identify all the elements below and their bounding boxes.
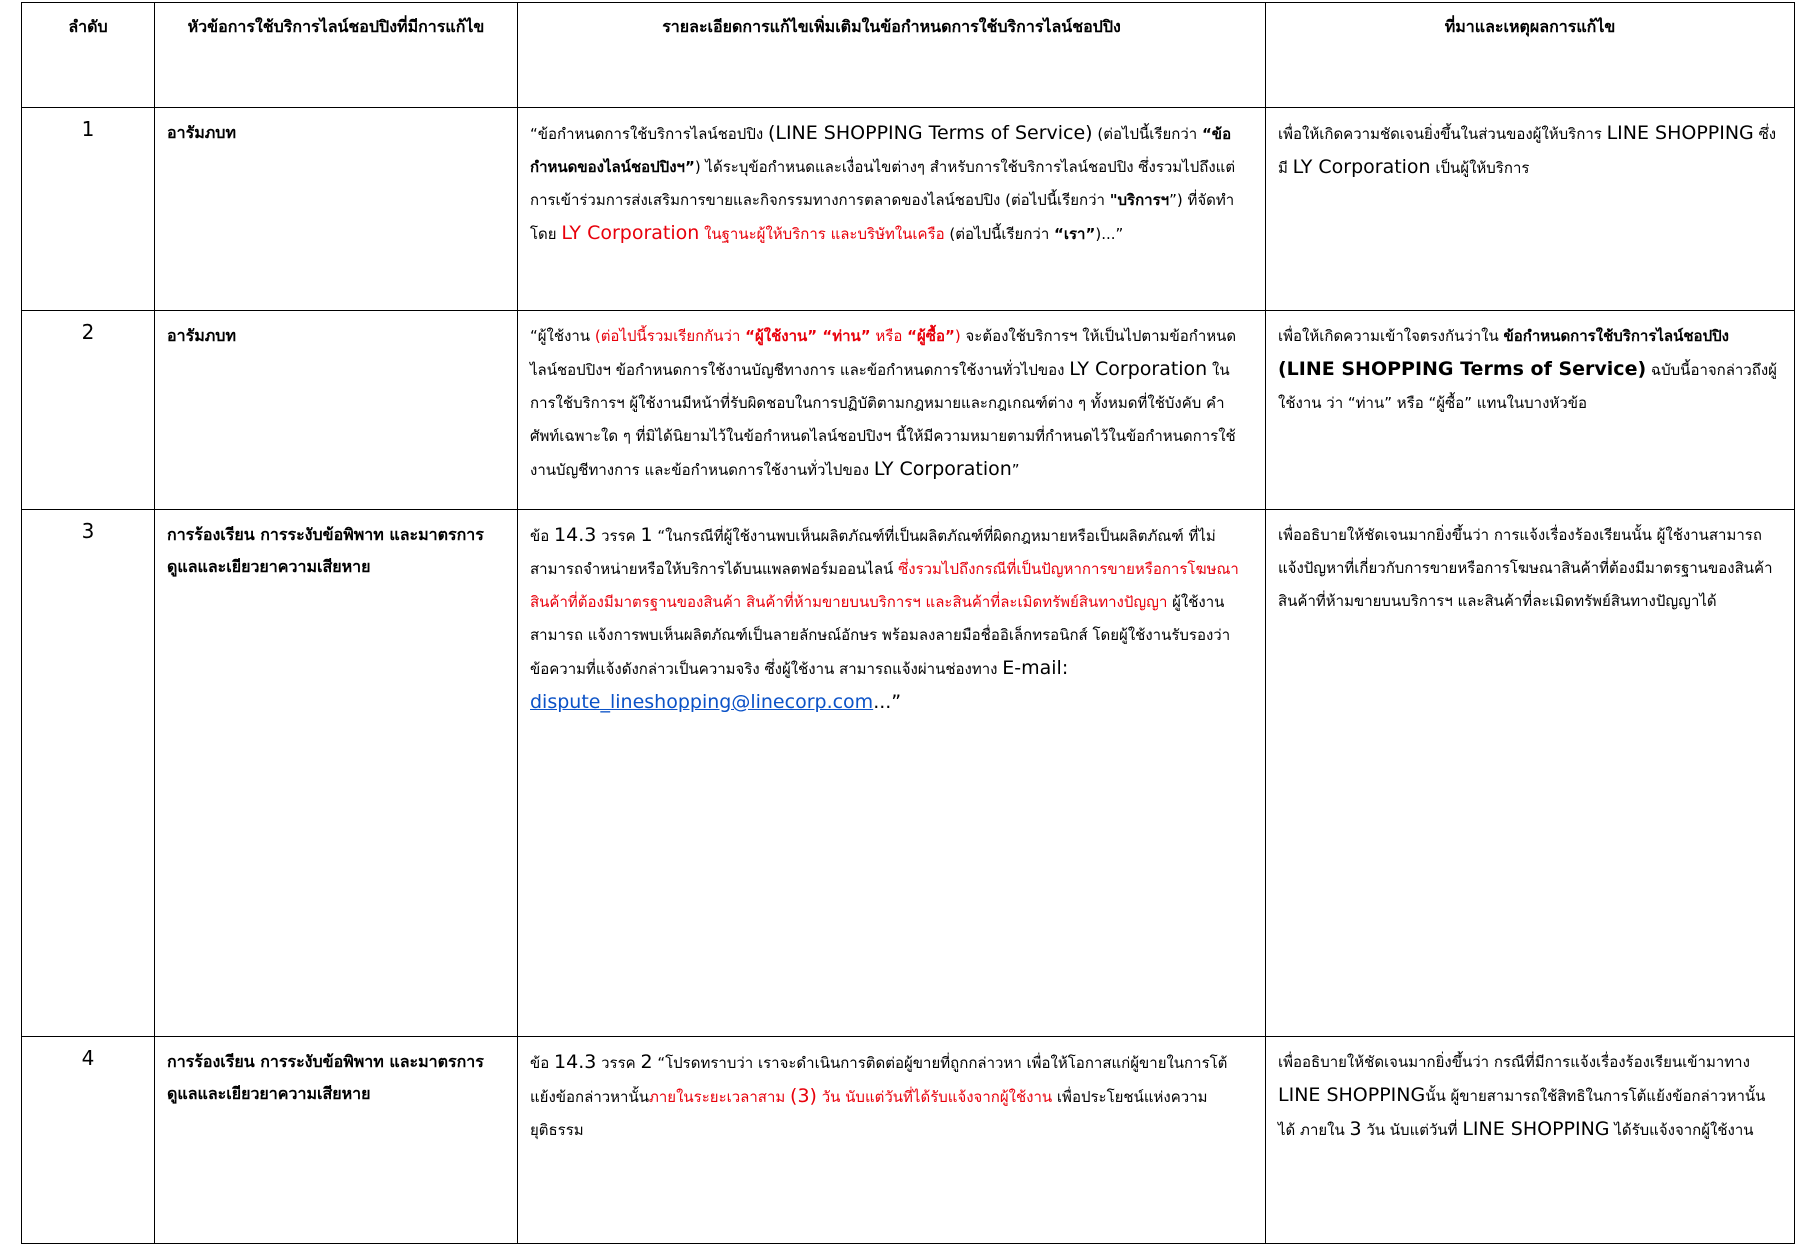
text-segment: นั้น ผู้ขายสามารถใช้สิทธิในการโต้แย้งข้อกล่าวหานั้นได้ ภายใน (1278, 1087, 1766, 1139)
text-segment: 14.3 (554, 524, 597, 546)
header-no: ลำดับ (22, 3, 155, 108)
text-segment: “โปรดทราบว่า เราจะดำเนินการติดต่อผู้ขายที่ถูกกล่าวหา เพื่อให้โอกาสแก่ผู้ขายในการโต้แย้งข้อกล่าวหานั้น (530, 1054, 1228, 1106)
row-reason (1266, 1037, 1795, 1244)
text-segment: 2 (640, 1051, 653, 1073)
table-row (22, 108, 1795, 311)
text-segment: ...” (873, 691, 902, 713)
row-detail (518, 510, 1266, 1037)
table-header-row (22, 3, 1795, 108)
text-segment: ในฐานะผู้ให้บริการ และบริษัทในเครือ (699, 225, 945, 243)
text-segment: “ข้อกำหนดของไลน์ชอปปิงฯ” (530, 125, 1232, 176)
text-segment: (LINE SHOPPING Terms of Service) (1278, 358, 1647, 380)
text-segment: LY Corporation (1069, 358, 1208, 380)
text-segment: LY Corporation (873, 458, 1012, 480)
text-segment: หรือ (870, 327, 908, 345)
row-topic: อารัมภบท (155, 311, 518, 510)
amendment-document (21, 2, 1794, 1244)
text-segment: ข้อ (530, 1054, 555, 1072)
text-segment: (LINE SHOPPING Terms of Service) (767, 122, 1093, 144)
text-segment: เพื่อประโยชน์แห่งความยุติธรรม (530, 1088, 1208, 1139)
text-segment: “ข้อกำหนดการใช้บริการไลน์ชอปปิง (530, 125, 768, 143)
text-segment: เป็นผู้ให้บริการ (1430, 159, 1530, 177)
header-reason: ที่มาและเหตุผลการแก้ไข (1266, 3, 1795, 108)
text-segment: ในการใช้บริการฯ ผู้ใช้งานมีหน้าที่รับผิดชอบในการปฏิบัติตามกฎหมายและกฎเกณฑ์ต่าง ๆ ทั้งหมดที่ใช้บังคับ คำศัพท์เฉพาะใด ๆ ที่มิได้นิยามไว้ในข้อกำหนดไลน์ชอปปิงฯ นี้ให้มีความหมายตามที่กำหนดไว้ในข้อกำหนดการใช้งานบัญชีทางการ และข้อกำหนดการใช้งานทั่วไปของ (530, 361, 1236, 479)
row-detail (518, 1037, 1266, 1244)
text-segment: ) (954, 327, 961, 345)
row-reason (1266, 108, 1795, 311)
text-segment: ข้อกำหนดการใช้บริการไลน์ชอปปิง (1503, 327, 1729, 345)
row-reason (1266, 510, 1795, 1037)
text-segment: (3) (790, 1085, 817, 1107)
email-link[interactable]: dispute_lineshopping@linecorp.com (530, 691, 874, 713)
text-segment: วรรค (596, 527, 641, 545)
text-segment: ซึ่งรวมไปถึงกรณีที่เป็นปัญหาการขายหรือการโฆษณาสินค้าที่ต้องมีมาตรฐานของสินค้า สินค้าที่ห้ามขายบนบริการฯ และสินค้าที่ละเมิดทรัพย์สินทางปัญญา (530, 560, 1239, 611)
text-segment: (ต่อไปนี้เรียกว่า (1092, 125, 1202, 143)
text-segment: ” (1011, 461, 1020, 479)
text-segment: 3 (1349, 1118, 1362, 1140)
text-segment: E-mail: (1002, 657, 1069, 679)
row-number: 1 (22, 108, 155, 311)
text-segment: LY Corporation (1292, 156, 1431, 178)
text-segment: LINE SHOPPING (1278, 1084, 1426, 1106)
text-segment: ภายในระยะเวลาสาม (648, 1088, 791, 1106)
row-reason (1266, 311, 1795, 510)
text-segment: วัน นับแต่วันที่ได้รับแจ้งจากผู้ใช้งาน (816, 1088, 1053, 1106)
text-segment: วรรค (596, 1054, 641, 1072)
text-segment: “ผู้ใช้งาน (530, 327, 595, 345)
text-segment: ) ได้ระบุข้อกำหนดและเงื่อนไขต่างๆ สำหรับการใช้บริการไลน์ชอปปิง ซึ่งรวมไปถึงแต่การเข้าร่วมการส่งเสริมการขายและกิจกรรมทางการตลาดของไลน์ชอปปิง (ต่อไปนี้เรียกว่า (530, 158, 1236, 209)
text-segment: ฉบับนี้อาจกล่าวถึงผู้ใช้งาน ว่า “ท่าน” หรือ “ผู้ซื้อ” แทนในบางหัวข้อ (1278, 361, 1777, 412)
text-segment: เพื่ออธิบายให้ชัดเจนมากยิ่งขึ้นว่า กรณีที่มีการแจ้งเรื่องร้องเรียนเข้ามาทาง (1278, 1053, 1750, 1071)
text-segment: จะต้องใช้บริการฯ ให้เป็นไปตามข้อกำหนดไลน์ชอปปิงฯ ข้อกำหนดการใช้งานบัญชีทางการ และข้อกำหนดการใช้งานทั่วไปของ (530, 327, 1237, 379)
text-segment: LY Corporation (561, 222, 700, 244)
table-row (22, 510, 1795, 1037)
text-segment: “เรา” (1054, 225, 1096, 243)
row-detail (518, 311, 1266, 510)
text-segment: เพื่อให้เกิดความเข้าใจตรงกันว่าใน (1278, 327, 1504, 345)
row-topic: การร้องเรียน การระงับข้อพิพาท และมาตรการดูแลและเยียวยาความเสียหาย (155, 510, 518, 1037)
header-topic: หัวข้อการใช้บริการไลน์ชอปปิงที่มีการแก้ไข (155, 3, 518, 108)
text-segment: “ผู้ซื้อ” (907, 327, 955, 345)
text-segment: ข้อ (530, 527, 555, 545)
amendment-table (21, 2, 1795, 1244)
row-topic: อารัมภบท (155, 108, 518, 311)
row-number: 3 (22, 510, 155, 1037)
row-number: 2 (22, 311, 155, 510)
text-segment: LINE SHOPPING (1462, 1118, 1610, 1140)
header-detail: รายละเอียดการแก้ไขเพิ่มเติมในข้อกำหนดการใช้บริการไลน์ชอปปิง (518, 3, 1266, 108)
table-row (22, 311, 1795, 510)
text-segment: 1 (640, 524, 653, 546)
table-row (22, 1037, 1795, 1244)
text-segment: "บริการฯ (1109, 191, 1170, 209)
text-segment: “ผู้ใช้งาน” “ท่าน” (745, 327, 871, 345)
text-segment: เพื่อให้เกิดความชัดเจนยิ่งขึ้นในส่วนของผู้ให้บริการ (1278, 125, 1607, 143)
row-detail (518, 108, 1266, 311)
text-segment: (ต่อไปนี้เรียกว่า (944, 225, 1055, 243)
text-segment: ได้รับแจ้งจากผู้ใช้งาน (1609, 1121, 1754, 1139)
text-segment: 14.3 (554, 1051, 597, 1073)
text-segment: ซึ่งมี (1278, 125, 1777, 177)
text-segment: ผู้ใช้งานสามารถ แจ้งการพบเห็นผลิตภัณฑ์เป็นลายลักษณ์อักษร พร้อมลงลายมือชื่ออิเล็กทรอนิกส์ โดยผู้ใช้งานรับรองว่าข้อความที่แจ้งดังกล่าวเป็นความจริง ซึ่งผู้ใช้งาน สามารถแจ้งผ่านช่องทาง (530, 593, 1231, 678)
row-number: 4 (22, 1037, 155, 1244)
text-segment: วัน นับแต่วันที่ (1361, 1121, 1463, 1139)
text-segment: (ต่อไปนี้รวมเรียกกันว่า (594, 327, 746, 345)
text-segment: เพื่ออธิบายให้ชัดเจนมากยิ่งขึ้นว่า การแจ้งเรื่องร้องเรียนนั้น ผู้ใช้งานสามารถแจ้งปัญหาที่เกี่ยวกับการขายหรือการโฆษณาสินค้าที่ต้องมีมาตรฐานของสินค้า สินค้าที่ห้ามขายบนบริการฯ และสินค้าที่ละเมิดทรัพย์สินทางปัญญาได้ (1278, 526, 1773, 610)
row-topic: การร้องเรียน การระงับข้อพิพาท และมาตรการดูแลและเยียวยาความเสียหาย (155, 1037, 518, 1244)
text-segment: )...” (1095, 225, 1124, 243)
text-segment: ”) ที่จัดทำโดย (530, 191, 1235, 243)
text-segment: “ในกรณีที่ผู้ใช้งานพบเห็นผลิตภัณฑ์ที่เป็นผลิตภัณฑ์ที่ผิดกฎหมายหรือเป็นผลิตภัณฑ์ ที่ไม่สามารถจำหน่ายหรือให้บริการได้บนแพลตฟอร์มออนไลน์ (530, 527, 1216, 578)
text-segment: LINE SHOPPING (1606, 122, 1754, 144)
